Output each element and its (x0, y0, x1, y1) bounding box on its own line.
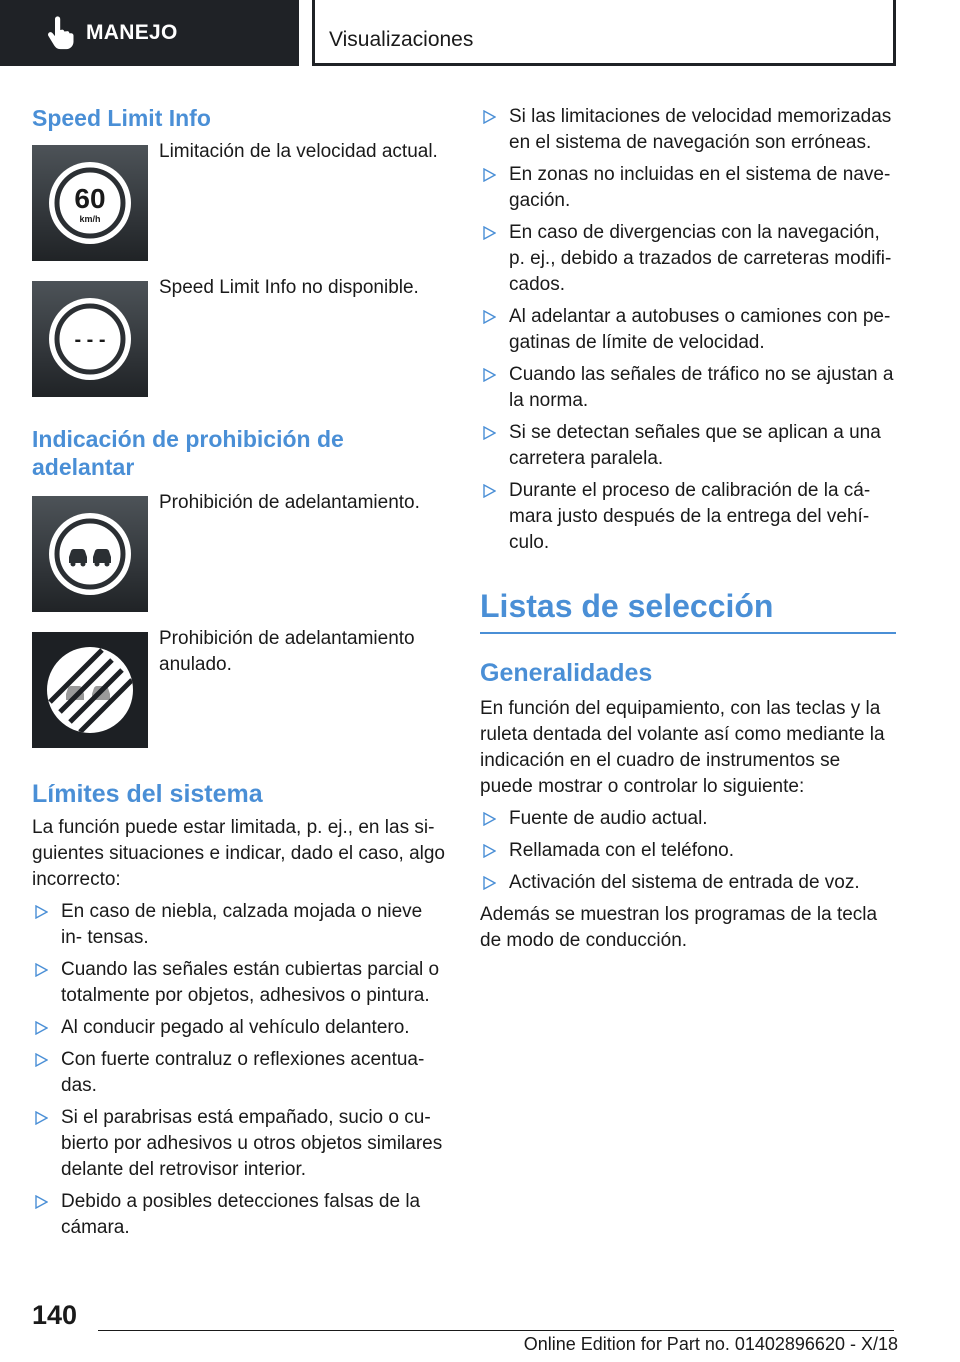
chapter-tab[interactable] (0, 0, 299, 66)
system-limits-list-continued (480, 104, 896, 556)
triangle-right-outline-icon (483, 168, 496, 182)
general-heading: Generalidades (480, 659, 653, 687)
section-label: Visualizaciones (329, 28, 474, 51)
sign-description: Speed Limit Info no disponible. (159, 277, 419, 298)
section-tab[interactable] (312, 0, 896, 66)
list-item: En caso de divergencias con la navegación, p. ej., debido a trazados de carreteras modifi‐ cados. (480, 220, 896, 298)
triangle-right-outline-icon (35, 1021, 48, 1035)
triangle-right-outline-icon (483, 310, 496, 324)
list-item: Si se detectan señales que se aplican a una carretera paralela. (480, 420, 896, 472)
speed-60-sign (32, 145, 148, 261)
unavailable-sign-dashes: - - - (74, 329, 106, 351)
triangle-right-outline-icon (483, 812, 496, 826)
sign-row (32, 141, 448, 261)
sign-row (32, 628, 448, 748)
sign-description: Prohibición de adelantamiento. (159, 492, 420, 513)
end-no-overtaking-sign (32, 632, 148, 748)
system-limits-list (32, 899, 448, 1241)
list-item: Activación del sistema de entrada de voz. (480, 870, 896, 896)
list-item: Si las limitaciones de velocidad memorizadas en el sistema de navegación son erróneas. (480, 104, 896, 156)
triangle-right-outline-icon (483, 368, 496, 382)
list-item: Fuente de audio actual. (480, 806, 896, 832)
triangle-right-outline-icon (35, 905, 48, 919)
general-list (480, 806, 896, 896)
left-column (32, 100, 448, 1241)
no-overtaking-heading: Indicación de prohibición de adelantar (32, 426, 344, 480)
triangle-right-outline-icon (483, 426, 496, 440)
footer-divider (98, 1330, 894, 1331)
list-item: Al adelantar a autobuses o camiones con pe‐ gatinas de límite de velocidad. (480, 304, 896, 356)
selection-lists-heading: Listas de selección (480, 588, 774, 624)
triangle-right-outline-icon (483, 484, 496, 498)
list-item: Si el parabrisas está empañado, sucio o cu‐ bierto por adhesivos u otros objetos similares delante del retrovisor interior. (32, 1105, 448, 1183)
triangle-right-outline-icon (483, 226, 496, 240)
list-item: Durante el proceso de calibración de la cá‐ mara justo después de la entrega del vehí‐ culo. (480, 478, 896, 556)
list-item: Rellamada con el teléfono. (480, 838, 896, 864)
triangle-right-outline-icon (35, 963, 48, 977)
speed-60-sign-number: 60 (74, 183, 106, 214)
sign-description: Limitación de la velocidad actual. (159, 141, 438, 162)
heading-rule (480, 632, 896, 634)
speed-60-sign-unit: km/h (79, 214, 101, 224)
list-item: Cuando las señales están cubiertas parcial o totalmente por objetos, adhesivos o pintura. (32, 957, 448, 1009)
list-item: Al conducir pegado al vehículo delantero. (32, 1015, 448, 1041)
page-number: 140 (32, 1300, 78, 1330)
speed-limit-heading: Speed Limit Info (32, 105, 211, 131)
right-column (480, 100, 896, 954)
triangle-right-outline-icon (35, 1111, 48, 1125)
triangle-right-outline-icon (483, 110, 496, 124)
list-item: Con fuerte contraluz o reflexiones acentua‐ das. (32, 1047, 448, 1099)
list-item: En caso de niebla, calzada mojada o nieve in‐ tensas. (32, 899, 448, 951)
sign-row (32, 492, 448, 612)
sign-row (32, 277, 448, 397)
list-item: En zonas no incluidas en el sistema de nave‐ gación. (480, 162, 896, 214)
sign-description: Prohibición de adelantamiento anulado. (159, 628, 415, 675)
list-item: Cuando las señales de tráfico no se ajustan a la norma. (480, 362, 896, 414)
triangle-right-outline-icon (35, 1053, 48, 1067)
footer-edition[interactable]: Online Edition for Part no. 01402896620 - X/18 (523, 1334, 898, 1354)
list-item: Debido a posibles detecciones falsas de la cámara. (32, 1189, 448, 1241)
triangle-right-outline-icon (483, 844, 496, 858)
triangle-right-outline-icon (35, 1195, 48, 1209)
chapter-label: MANEJO (86, 21, 178, 44)
general-intro: En función del equipamiento, con las teclas y la ruleta dentada del volante así como mediante la indicación en el cuadro de instrumentos se puede mostrar o controlar lo siguiente: (480, 698, 885, 797)
system-limits-intro: La función puede estar limitada, p. ej., en las si‐ guientes situaciones e indicar, dado el caso, algo incorrecto: (32, 817, 445, 890)
general-outro: Además se muestran los programas de la tecla de modo de conducción. (480, 904, 878, 951)
speed-limit-unavailable-sign (32, 281, 148, 397)
hand-pointer-icon (38, 11, 82, 55)
triangle-right-outline-icon (483, 876, 496, 890)
system-limits-heading: Límites del sistema (32, 780, 263, 808)
no-overtaking-sign (32, 496, 148, 612)
